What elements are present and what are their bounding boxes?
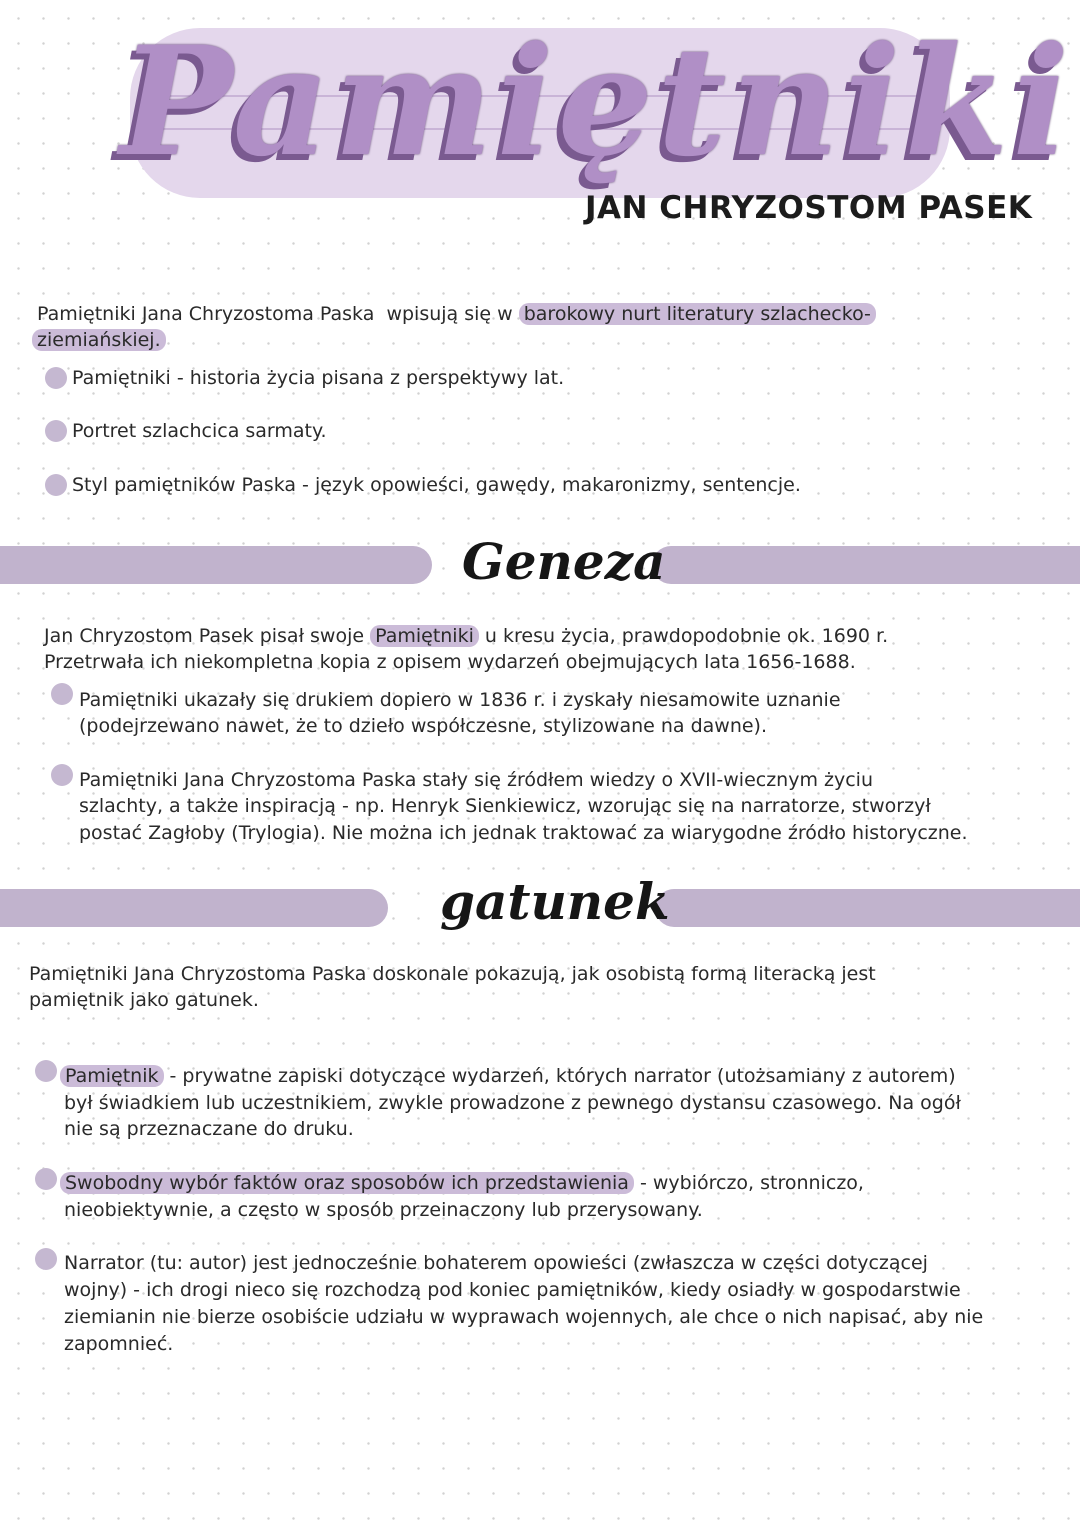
section-band-right <box>652 546 1080 584</box>
bullet-dot <box>45 420 67 442</box>
intro-line-1 <box>37 301 876 327</box>
bullet-dot <box>45 474 67 496</box>
gatunek-bullet-2-line-2: nieobiektywnie, a często w sposób przeinaczony lub przerysowany. <box>64 1199 703 1221</box>
section-heading-gatunek: gatunek <box>440 872 670 931</box>
section-band-left <box>0 889 388 927</box>
bullet-dot <box>51 764 73 786</box>
gatunek-bullet-1-text: - prywatne zapiski dotyczące wydarzeń, których narrator (utożsamiany z autorem) <box>163 1065 956 1087</box>
page-title: Pamiętniki <box>120 14 1074 190</box>
bullet-dot <box>35 1248 57 1270</box>
section-heading-geneza: Geneza <box>462 532 666 591</box>
gatunek-intro-line-2: pamiętnik jako gatunek. <box>29 989 259 1011</box>
geneza-highlight: Pamiętniki <box>370 625 479 647</box>
bullet-dot <box>35 1060 57 1082</box>
intro-highlight: barokowy nurt literatury szlachecko- <box>519 303 876 325</box>
geneza-bullet-2-line-2: szlachty, a także inspiracją - np. Henryk Sienkiewicz, wzorując się na narratorze, stworzył <box>79 795 931 817</box>
gatunek-bullet-2-line-1 <box>60 1170 864 1196</box>
gatunek-intro-line-1: Pamiętniki Jana Chryzostoma Paska doskonale pokazują, jak osobistą formą literacką jest <box>29 963 876 985</box>
geneza-bullet-2-line-3: postać Zagłoby (Trylogia). Nie można ich jednak traktować za wiarygodne źródło historyczne. <box>79 822 968 844</box>
section-band-left <box>0 546 432 584</box>
intro-highlight-2: ziemiańskiej. <box>32 329 166 351</box>
intro-bullet-1: Pamiętniki - historia życia pisana z perspektywy lat. <box>72 367 565 389</box>
intro-text: Pamiętniki Jana Chryzostoma Paska wpisują się w <box>37 303 519 325</box>
gatunek-highlight-pamietnik: Pamiętnik <box>60 1065 164 1087</box>
geneza-text-suffix: u kresu życia, prawdopodobnie ok. 1690 r. <box>478 625 889 647</box>
gatunek-bullet-3-line-2: wojny) - ich drogi nieco się rozchodzą pod koniec pamiętników, kiedy osiadły w gospodarstwie <box>64 1279 961 1301</box>
bullet-dot <box>51 683 73 705</box>
page-subtitle: JAN CHRYZOSTOM PASEK <box>585 190 1033 226</box>
gatunek-bullet-1-line-3: nie są przeznaczane do druku. <box>64 1118 354 1140</box>
intro-bullet-3: Styl pamiętników Paska - język opowieści, gawędy, makaronizmy, sentencje. <box>72 474 801 496</box>
geneza-bullet-1-line-2: (podejrzewano nawet, że to dzieło współczesne, stylizowane na dawne). <box>79 715 768 737</box>
bullet-dot <box>45 367 67 389</box>
gatunek-bullet-2-text: - wybiórczo, stronniczo, <box>633 1172 864 1194</box>
geneza-text: Jan Chryzostom Pasek pisał swoje <box>44 625 371 647</box>
intro-line-2 <box>32 327 166 353</box>
section-band-right <box>655 889 1080 927</box>
geneza-paragraph-line-2: Przetrwała ich niekompletna kopia z opisem wydarzeń obejmujących lata 1656-1688. <box>44 651 856 673</box>
gatunek-highlight-swobodny: Swobodny wybór faktów oraz sposobów ich przedstawienia <box>60 1172 634 1194</box>
geneza-paragraph-line-1 <box>44 623 888 649</box>
geneza-bullet-1-line-1: Pamiętniki ukazały się drukiem dopiero w 1836 r. i zyskały niesamowite uznanie <box>79 689 841 711</box>
geneza-bullet-2-line-1: Pamiętniki Jana Chryzostoma Paska stały się źródłem wiedzy o XVII-wiecznym życiu <box>79 769 873 791</box>
bullet-dot <box>35 1168 57 1190</box>
gatunek-bullet-1-line-2: był świadkiem lub uczestnikiem, zwykle prowadzone z pewnego dystansu czasowego. Na ogół <box>64 1092 961 1114</box>
gatunek-bullet-3-line-1: Narrator (tu: autor) jest jednocześnie bohaterem opowieści (zwłaszcza w części dotyczącej <box>64 1252 928 1274</box>
gatunek-bullet-3-line-4: zapomnieć. <box>64 1333 174 1355</box>
gatunek-bullet-1-line-1 <box>60 1063 956 1089</box>
gatunek-bullet-3-line-3: ziemianin nie bierze osobiście udziału w wyprawach wojennych, ale chce o nich napisać, aby nie <box>64 1306 984 1328</box>
intro-bullet-2: Portret szlachcica sarmaty. <box>72 420 327 442</box>
